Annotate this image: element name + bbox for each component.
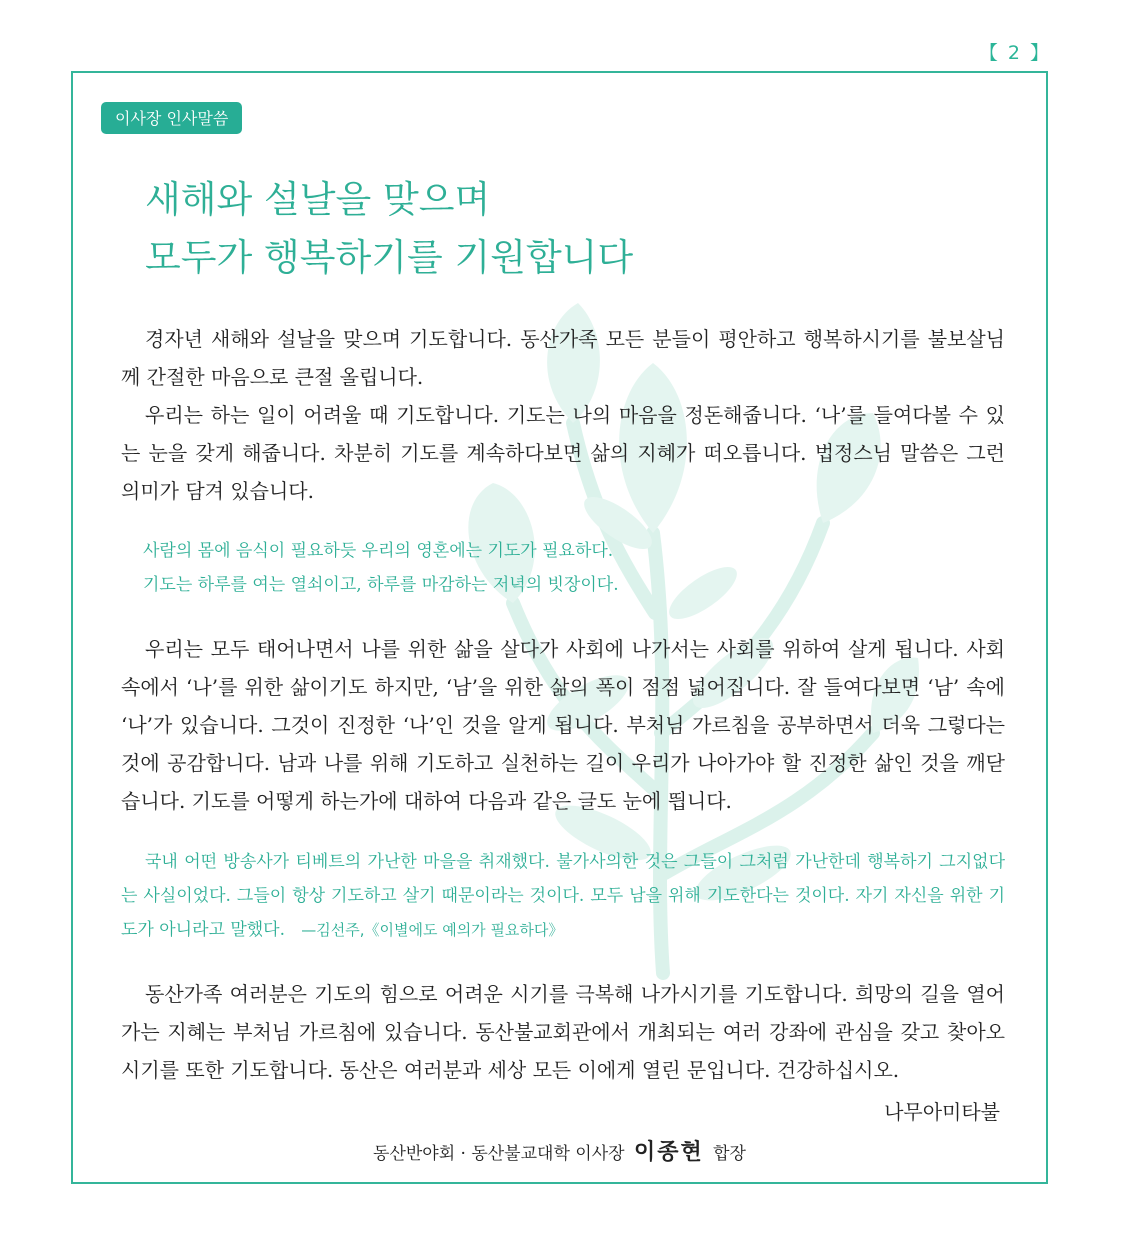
section-badge: 이사장 인사말씀 [101,102,242,134]
quote-2-text: 국내 어떤 방송사가 티베트의 가난한 마을을 취재했다. 불가사의한 것은 그들이 그처럼 가난한데 행복하기 그지없다는 사실이었다. 그들이 항상 기도하고 살기 때문이라는 것이다. 모두 남을 위해 기도한다는 것이다. 자기 자신을 위한 기도가 아니라고 말했다. [121,852,1005,940]
quote-1 [143,534,1027,602]
paragraph-2: 우리는 하는 일이 어려울 때 기도합니다. 기도는 나의 마음을 정돈해줍니다. ‘나’를 들여다볼 수 있는 눈을 갖게 해줍니다. 차분히 기도를 계속하다보면 삶의 지혜가 떠오릅니다. 법정스님 말씀은 그런 의미가 담겨 있습니다. [121,403,1005,503]
paragraph-4: 동산가족 여러분은 기도의 힘으로 어려운 시기를 극복해 나가시기를 기도합니다. 희망의 길을 열어가는 지혜는 부처님 가르침에 있습니다. 동산불교회관에서 개최되는 여러 강좌에 관심을 갖고 찾아오시기를 또한 기도합니다. 동산은 여러분과 세상 모든 이에게 열린 문입니다. 건강하십시오. [121,982,1005,1082]
article-frame [71,71,1048,1184]
page-title [145,171,633,287]
quote-2 [121,845,1005,947]
title-line-1: 새해와 설날을 맞으며 [145,178,491,221]
signature [73,1135,1046,1166]
quote-2-source: —김선주,《이별에도 예의가 필요하다》 [301,921,564,939]
signature-name: 이종현 [633,1140,704,1165]
quote-1-line-1: 사람의 몸에 음식이 필요하듯 우리의 영혼에는 기도가 필요하다. [143,541,614,561]
signature-org: 동산반야회 · 동산불교대학 이사장 [373,1144,625,1164]
paragraph-3: 우리는 모두 태어나면서 나를 위한 삶을 살다가 사회에 나가서는 사회를 위하여 살게 됩니다. 사회 속에서 ‘나’를 위한 삶이기도 하지만, ‘남’을 위한 삶의 폭이 점점 넓어집니다. 잘 들여다보면 ‘남’ 속에 ‘나’가 있습니다. 그것이 진정한 ‘나’인 것을 알게 됩니다. 부처님 가르침을 공부하면서 더욱 그렇다는 것에 공감합니다. 남과 나를 위해 기도하고 실천하는 길이 우리가 나아가야 할 진정한 삶인 것을 깨닫습니다. 기도를 어떻게 하는가에 대하여 다음과 같은 글도 눈에 띕니다. [121,637,1005,813]
signature-suffix: 합장 [713,1144,746,1164]
title-line-2: 모두가 행복하기를 기원합니다 [145,236,634,279]
closing-phrase: 나무아미타불 [884,1100,1000,1124]
quote-1-line-2: 기도는 하루를 여는 열쇠이고, 하루를 마감하는 저녁의 빗장이다. [143,575,619,595]
page-number: 【 2 】 [978,42,1051,64]
paragraph-1: 경자년 새해와 설날을 맞으며 기도합니다. 동산가족 모든 분들이 평안하고 행복하시기를 불보살님께 간절한 마음으로 큰절 올립니다. [121,327,1005,389]
